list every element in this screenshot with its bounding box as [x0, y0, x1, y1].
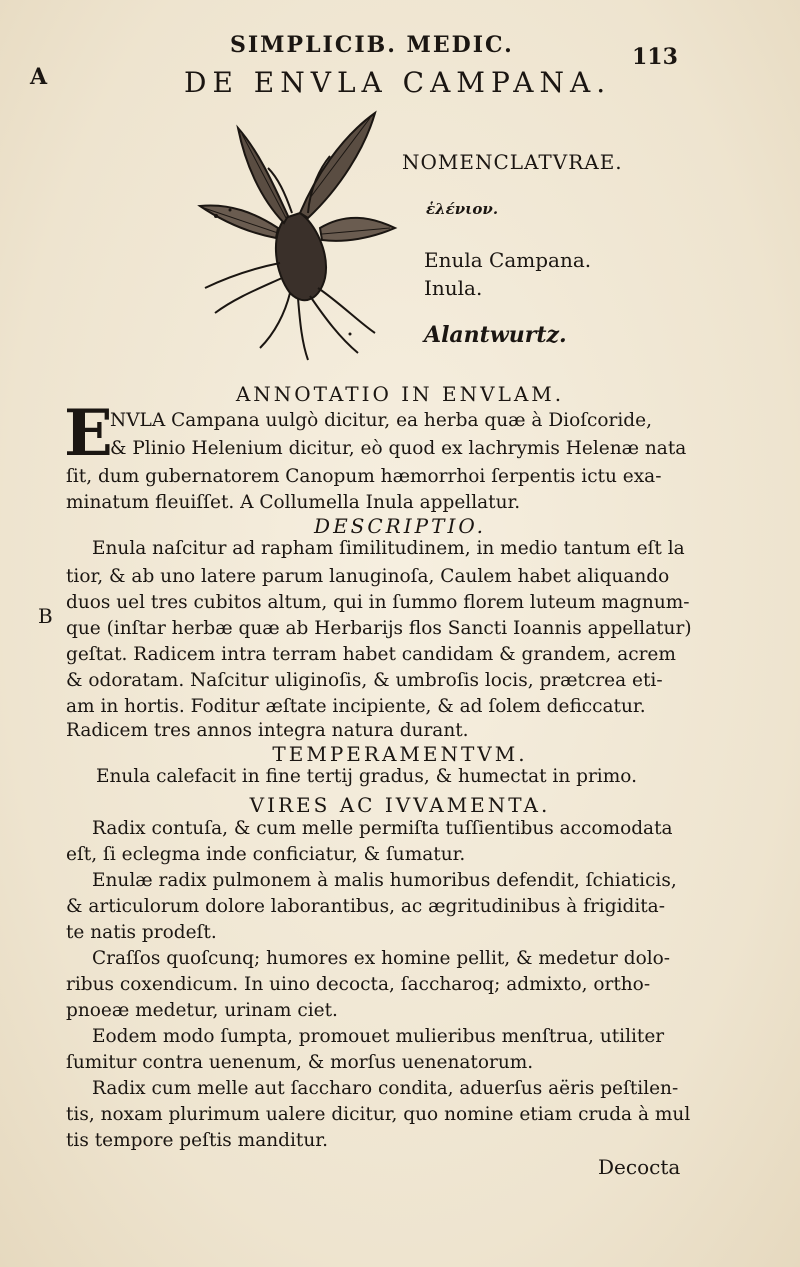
descriptio-line: Enula naſcitur ad rapham ſimilitudinem, in medio tantum eſt la [92, 538, 685, 559]
chapter-title: DE ENVLA CAMPANA. [184, 66, 612, 99]
vires-line: te natis prodeſt. [66, 922, 217, 943]
page-number: 113 [632, 44, 678, 70]
vires-line: Radix cum melle aut ſaccharo condita, aduerſus aëris peſtilen- [92, 1078, 679, 1099]
vires-line: Enulæ radix pulmonem à malis humoribus defendit, ſchiaticis, [92, 870, 677, 891]
vires-line: & articulorum dolore laborantibus, ac ægritudinibus à frigidita- [66, 896, 665, 917]
descriptio-line: Radicem tres annos integra natura durant. [66, 720, 469, 741]
descriptio-line: & odoratam. Naſcitur uliginoſis, & umbroſis locis, prætcrea eti- [66, 670, 663, 691]
running-head: SIMPLICIB. MEDIC. [230, 32, 514, 58]
vires-line: Radix contuſa, & cum melle permiſta tuſſientibus accomodata [92, 818, 673, 839]
catchword: Decocta [598, 1155, 681, 1179]
vires-line: Eodem modo ſumpta, promouet mulieribus menſtrua, utiliter [92, 1026, 665, 1047]
annotatio-line: minatum fleuiſſet. A Collumella Inula appellatur. [66, 492, 521, 513]
greek-name: ἑλένιον. [426, 200, 499, 218]
margin-letter-b: B [38, 604, 53, 628]
descriptio-line: am in hortis. Foditur æſtate incipiente, & ad ſolem deficcatur. [66, 696, 646, 717]
vires-line: ſumitur contra uenenum, & morſus uenenatorum. [66, 1052, 534, 1073]
vires-line: Craſſos quoſcunq; humores ex homine pellit, & medetur dolo- [92, 948, 671, 969]
descriptio-line: geſtat. Radicem intra terram habet candidam & grandem, acrem [66, 644, 676, 665]
nomenclature-heading: NOMENCLATVRAE. [402, 150, 623, 174]
german-name: Alantwurtz. [424, 322, 567, 348]
descriptio-line: que (inſtar herbæ quæ ab Herbarijs flos Sancti Ioannis appellatur) [66, 618, 692, 639]
descriptio-line: duos uel tres cubitos altum, qui in ſummo florem luteum magnum- [66, 592, 690, 613]
vires-line: tis tempore peſtis manditur. [66, 1130, 328, 1151]
descriptio-line: tior, & ab uno latere parum lanuginoſa, Caulem habet aliquando [66, 566, 670, 587]
latin-name-2: Inula. [424, 276, 483, 300]
vires-line: ribus coxendicum. In uino decocta, ſaccharoq; admixto, ortho- [66, 974, 651, 995]
annotatio-line: NVLA Campana uulgò dicitur, ea herba quæ à Dioſcoride, [110, 410, 652, 431]
drop-cap: E [64, 396, 113, 471]
descriptio-heading: DESCRIPTIO. [314, 514, 486, 538]
annotatio-line: ſit, dum gubernatorem Canopum hæmorrhoi ſerpentis ictu exa- [66, 466, 662, 487]
temperamentum-heading: TEMPERAMENTVM. [272, 742, 528, 766]
vires-line: pnoeæ medetur, urinam ciet. [66, 1000, 338, 1021]
temperamentum-line: Enula calefacit in fine tertij gradus, & humectat in primo. [96, 766, 637, 787]
annotatio-heading: ANNOTATIO IN ENVLAM. [235, 382, 565, 406]
enula-woodcut-illustration [190, 98, 400, 370]
margin-letter-a: A [30, 64, 48, 90]
latin-name-1: Enula Campana. [424, 248, 592, 272]
vires-line: tis, noxam plurimum ualere dicitur, quo nomine etiam cruda à mul [66, 1104, 691, 1125]
annotatio-line: & Plinio Helenium dicitur, eò quod ex lachrymis Helenæ nata [110, 438, 687, 459]
vires-heading: VIRES AC IVVAMENTA. [249, 793, 551, 817]
vires-line: eſt, ſi eclegma inde conficiatur, & ſumatur. [66, 844, 466, 865]
